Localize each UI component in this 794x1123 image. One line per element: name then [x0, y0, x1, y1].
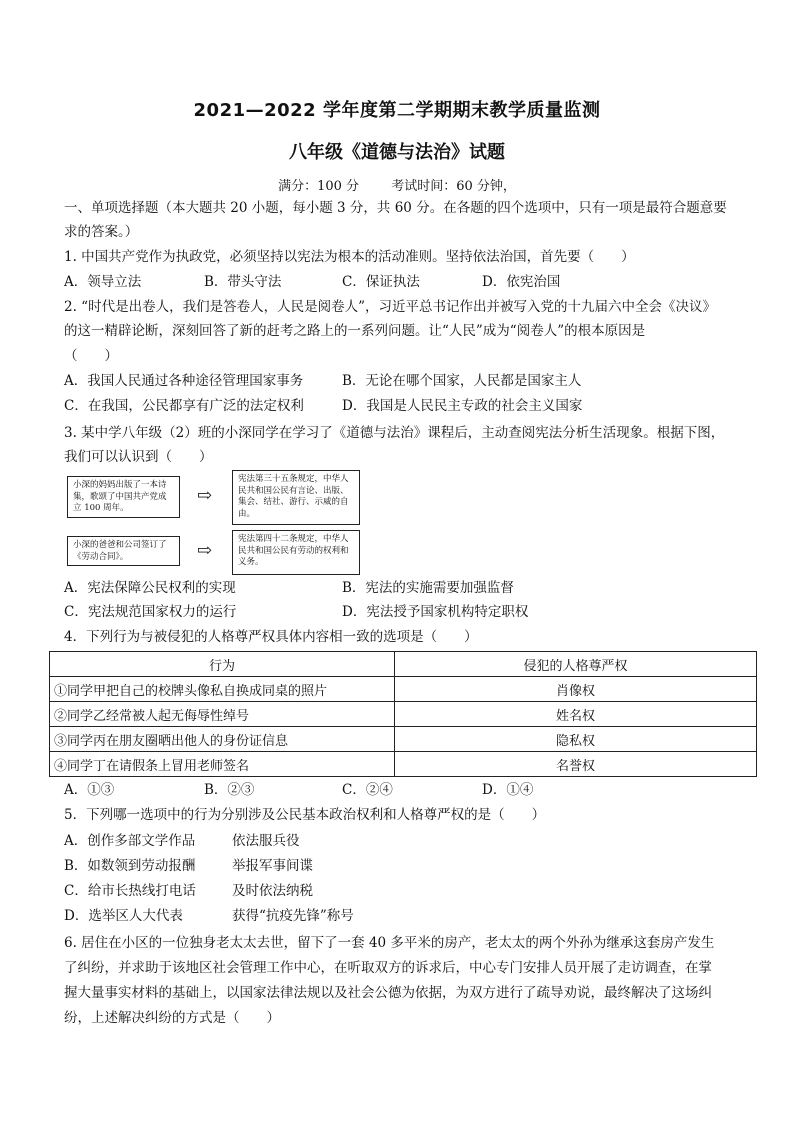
q4-table	[49, 651, 757, 777]
table-cell-behavior: ④同学丁在请假条上冒用老师签名	[50, 752, 395, 777]
q2-stem: 2. “时代是出卷人，我们是答卷人，人民是阅卷人”，习近平总书记作出并被写入党的十九届六中全会《决议》	[64, 299, 716, 315]
q1-stem: 1. 中国共产党作为执政党，必须坚持以宪法为根本的活动准则。坚持依法治国，首先要（ ）	[64, 249, 635, 265]
section-heading-cont: 求的答案。）	[64, 224, 139, 240]
q3-option-c: C．宪法规范国家权力的运行	[64, 604, 237, 620]
figure-box-article42: 宪法第四十二条规定，中华人民共和国公民有劳动的权利和义务。	[232, 530, 360, 575]
q5-option-a-first: A．创作多部文学作品	[64, 833, 196, 849]
arrow-right-icon: ⇨	[197, 485, 213, 506]
q6-stem: 6. 居住在小区的一位独身老太太去世，留下了一套 40 多平米的房产，老太太的两个外孙为继承这套房产发生	[64, 935, 715, 951]
q4-option-a: A．①③	[64, 782, 115, 798]
table-header: 侵犯的人格尊严权	[395, 652, 757, 677]
time-info: 考试时间：60 分钟，	[391, 179, 516, 194]
table-cell-behavior: ①同学甲把自己的校牌头像私自换成同桌的照片	[50, 677, 395, 702]
table-cell-right: 名誉权	[395, 752, 757, 777]
q5-option-d-second: 获得“抗疫先锋”称号	[232, 908, 354, 924]
q3-figure	[64, 470, 364, 578]
score-info: 满分：100 分	[278, 179, 360, 194]
q5-option-a-second: 依法服兵役	[232, 833, 300, 849]
q1-option-b: B．带头守法	[204, 274, 282, 290]
q5-option-d-first: D．选举区人大代表	[64, 908, 183, 924]
figure-box-poetry: 小深的妈妈出版了一本诗集，歌颂了中国共产党成立 100 周年。	[67, 476, 180, 518]
q3-option-b: B．宪法的实施需要加强监督	[342, 580, 514, 596]
q3-stem: 3. 某中学八年级（2）班的小深同学在学习了《道德与法治》课程后，主动查阅宪法分析生活现象。根据下图，	[64, 425, 725, 441]
q2-option-a: A．我国人民通过各种途径管理国家事务	[64, 373, 304, 389]
table-header: 行为	[50, 652, 395, 677]
q1-option-a: A．领导立法	[64, 274, 142, 290]
table-cell-right: 姓名权	[395, 702, 757, 727]
table-row	[50, 677, 757, 702]
q3-option-a: A．宪法保障公民权利的实现	[64, 580, 236, 596]
table-cell-right: 肖像权	[395, 677, 757, 702]
exam-title: 2021—2022 学年度第二学期期末教学质量监测	[193, 100, 601, 121]
table-header-row	[50, 652, 757, 677]
q5-option-b-first: B．如数领到劳动报酬	[64, 858, 196, 874]
q2-stem-paren: （ ）	[64, 348, 118, 364]
q1-option-c: C．保证执法	[342, 274, 420, 290]
q2-stem-cont: 的这一精辟论断，深刻回答了新的赶考之路上的一系列问题。让“人民”成为“阅卷人”的根本原因是	[64, 323, 646, 339]
figure-box-article35: 宪法第三十五条规定，中华人民共和国公民有言论、出版、集会、结社、游行、示威的自由。	[232, 470, 360, 525]
q6-stem-cont: 握大量事实材料的基础上，以国家法律法规以及社会公德为依据，为双方进行了疏导劝说，最终解决了这场纠	[64, 985, 712, 1001]
q6-stem-cont: 纷，上述解决纠纷的方式是（ ）	[64, 1010, 280, 1026]
table-row	[50, 727, 757, 752]
q3-option-d: D．宪法授予国家机构特定职权	[342, 604, 529, 620]
q4-stem: 4．下列行为与被侵犯的人格尊严权具体内容相一致的选项是（ ）	[64, 629, 478, 645]
table-row	[50, 752, 757, 777]
q3-stem-cont: 我们可以认识到（ ）	[64, 449, 213, 465]
q5-stem: 5．下列哪一选项中的行为分别涉及公民基本政治权利和人格尊严权的是（ ）	[64, 807, 546, 823]
q5-option-b-second: 举报军事间谍	[232, 858, 313, 874]
q2-option-c: C．在我国，公民都享有广泛的法定权利	[64, 398, 304, 414]
q6-stem-cont: 了纠纷，并求助于该地区社会管理工作中心，在听取双方的诉求后，中心专门安排人员开展了走访调查，在掌	[64, 960, 712, 976]
q2-option-d: D．我国是人民民主专政的社会主义国家	[342, 398, 583, 414]
exam-subtitle: 八年级《道德与法治》试题	[289, 142, 505, 163]
table-row	[50, 702, 757, 727]
exam-meta	[0, 175, 794, 194]
section-heading: 一、单项选择题（本大题共 20 小题，每小题 3 分，共 60 分。在各题的四个选项中，只有一项是最符合题意要	[64, 200, 727, 216]
q4-option-b: B．②③	[204, 782, 255, 798]
table-cell-behavior: ②同学乙经常被人起无侮辱性绰号	[50, 702, 395, 727]
arrow-right-icon: ⇨	[197, 540, 213, 561]
q2-option-b: B．无论在哪个国家，人民都是国家主人	[342, 373, 582, 389]
q4-option-d: D．①④	[482, 782, 534, 798]
figure-box-contract: 小深的爸爸和公司签订了《劳动合同》。	[67, 536, 180, 566]
table-cell-behavior: ③同学丙在朋友圈晒出他人的身份证信息	[50, 727, 395, 752]
q5-option-c-second: 及时依法纳税	[232, 883, 313, 899]
q4-option-c: C．②④	[342, 782, 393, 798]
q1-option-d: D．依宪治国	[482, 274, 561, 290]
table-cell-right: 隐私权	[395, 727, 757, 752]
q5-option-c-first: C．给市长热线打电话	[64, 883, 196, 899]
